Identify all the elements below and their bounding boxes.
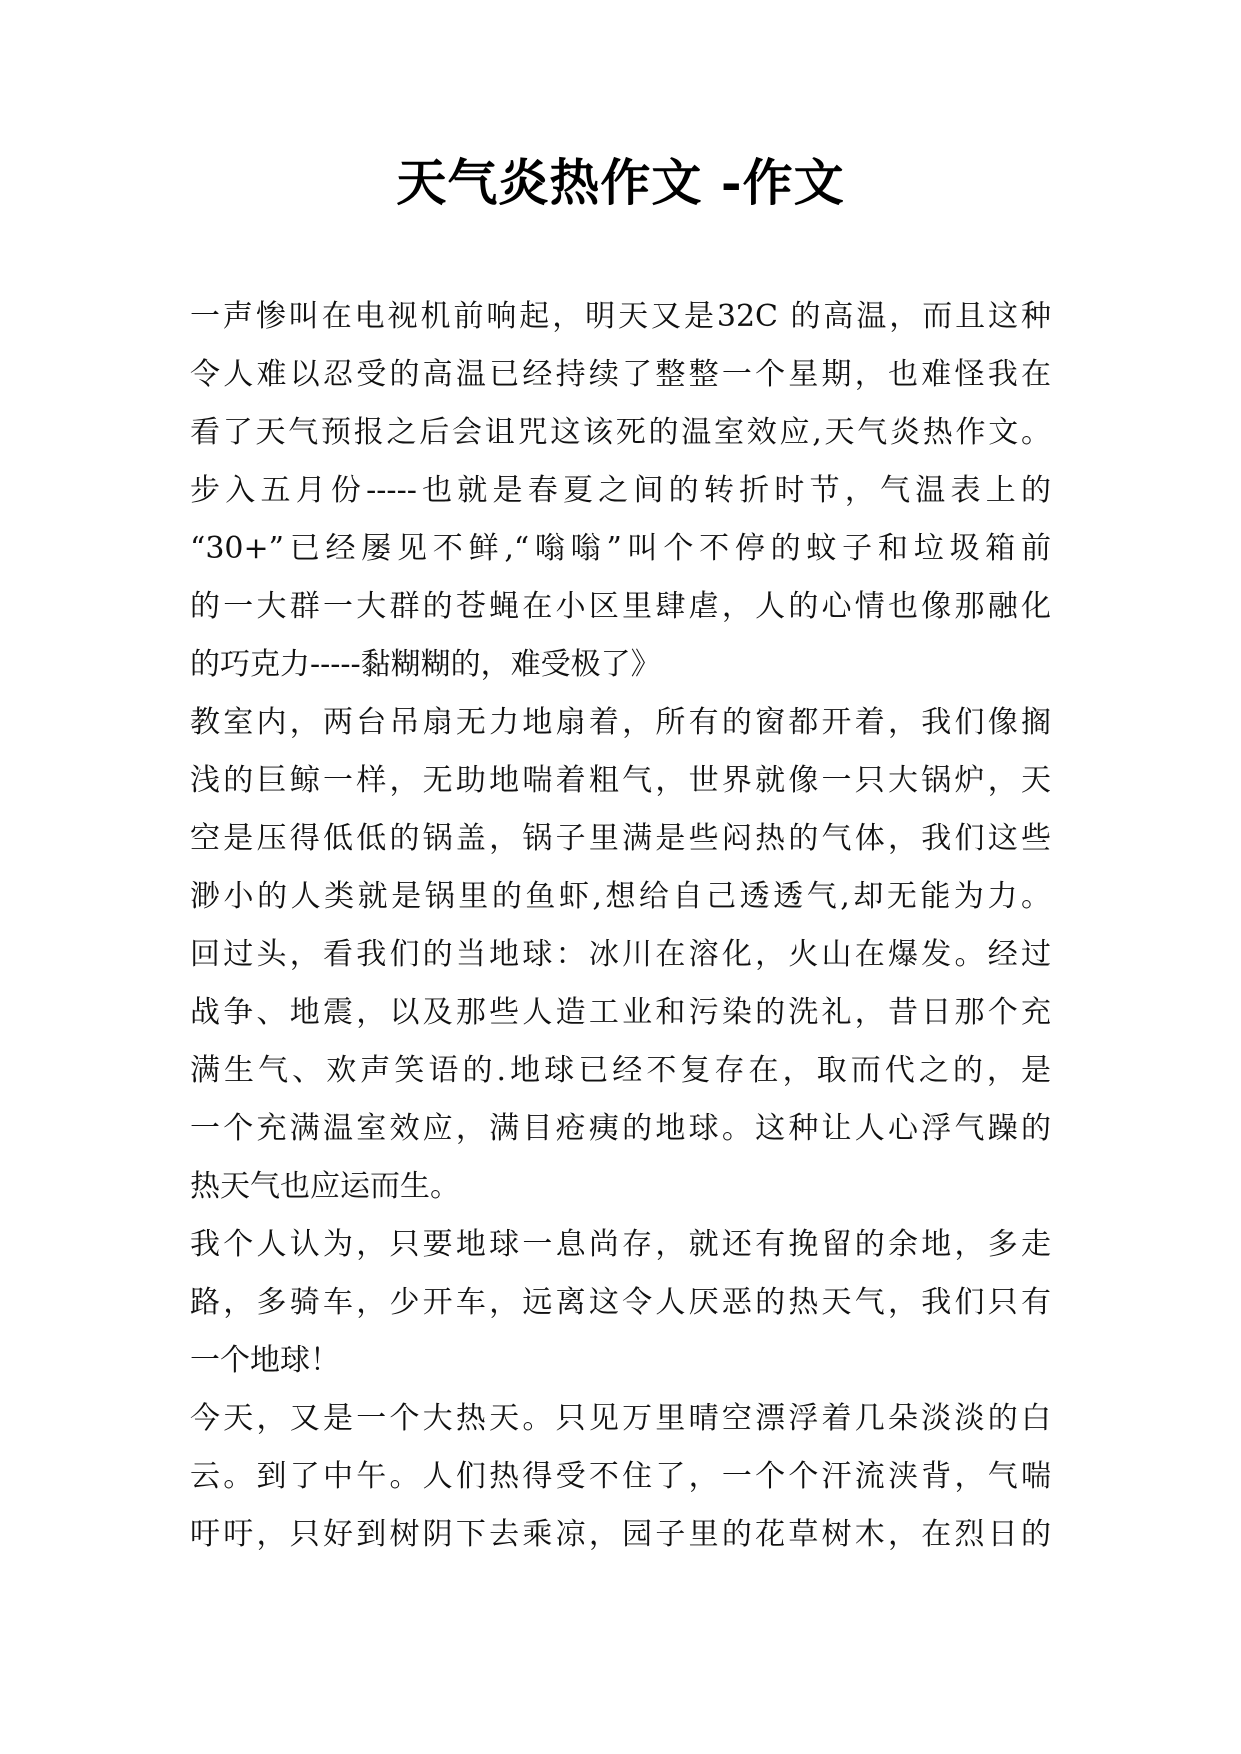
body-text-line: 云。到了中午。人们热得受不住了，一个个汗流浃背，气喘 <box>190 1459 1051 1494</box>
body-text-line: 令人难以忍受的高温已经持续了整整一个星期，也难怪我在 <box>190 357 1051 392</box>
body-text-line: 热天气也应运而生。 <box>190 1169 460 1204</box>
body-text-line: 今天，又是一个大热天。只见万里晴空漂浮着几朵淡淡的白 <box>190 1401 1051 1436</box>
body-text-line: 吁吁，只好到树阴下去乘凉，园子里的花草树木，在烈日的 <box>190 1517 1051 1552</box>
document-title: 天气炎热作文 -作文 <box>396 153 845 212</box>
body-text-line: 渺小的人类就是锅里的鱼虾,想给自己透透气,却无能为力。 <box>190 879 1051 914</box>
body-text-line: 看了天气预报之后会诅咒这该死的温室效应,天气炎热作文。 <box>190 415 1051 450</box>
body-text-line: 一个充满温室效应，满目疮痍的地球。这种让人心浮气躁的 <box>190 1111 1051 1146</box>
document-body <box>190 288 1051 1564</box>
body-text-line: 的一大群一大群的苍蝇在小区里肆虐，人的心情也像那融化 <box>190 589 1051 624</box>
body-text-line: 一个地球！ <box>190 1343 340 1378</box>
body-text-line: 战争、地震，以及那些人造工业和污染的洗礼，昔日那个充 <box>190 995 1051 1030</box>
body-text-line: “30+”已经屡见不鲜,“嗡嗡”叫个不停的蚊子和垃圾箱前 <box>190 531 1051 566</box>
body-text-line: 满生气、欢声笑语的.地球已经不复存在，取而代之的，是 <box>190 1053 1051 1088</box>
body-text-line: 教室内，两台吊扇无力地扇着，所有的窗都开着，我们像搁 <box>190 705 1051 740</box>
body-text-line: 步入五月份-----也就是春夏之间的转折时节，气温表上的 <box>190 473 1051 508</box>
body-text-line: 我个人认为，只要地球一息尚存，就还有挽留的余地，多走 <box>190 1227 1051 1262</box>
body-text-line: 路，多骑车，少开车，远离这令人厌恶的热天气，我们只有 <box>190 1285 1051 1320</box>
body-text-line: 回过头，看我们的当地球：冰川在溶化，火山在爆发。经过 <box>190 937 1051 972</box>
body-text-line: 一声惨叫在电视机前响起，明天又是32C 的高温，而且这种 <box>190 299 1051 334</box>
body-text-line: 浅的巨鲸一样，无助地喘着粗气，世界就像一只大锅炉，天 <box>190 763 1051 798</box>
body-text-line: 空是压得低低的锅盖，锅子里满是些闷热的气体，我们这些 <box>190 821 1051 856</box>
body-text-line: 的巧克力-----黏糊糊的，难受极了》 <box>190 647 661 682</box>
